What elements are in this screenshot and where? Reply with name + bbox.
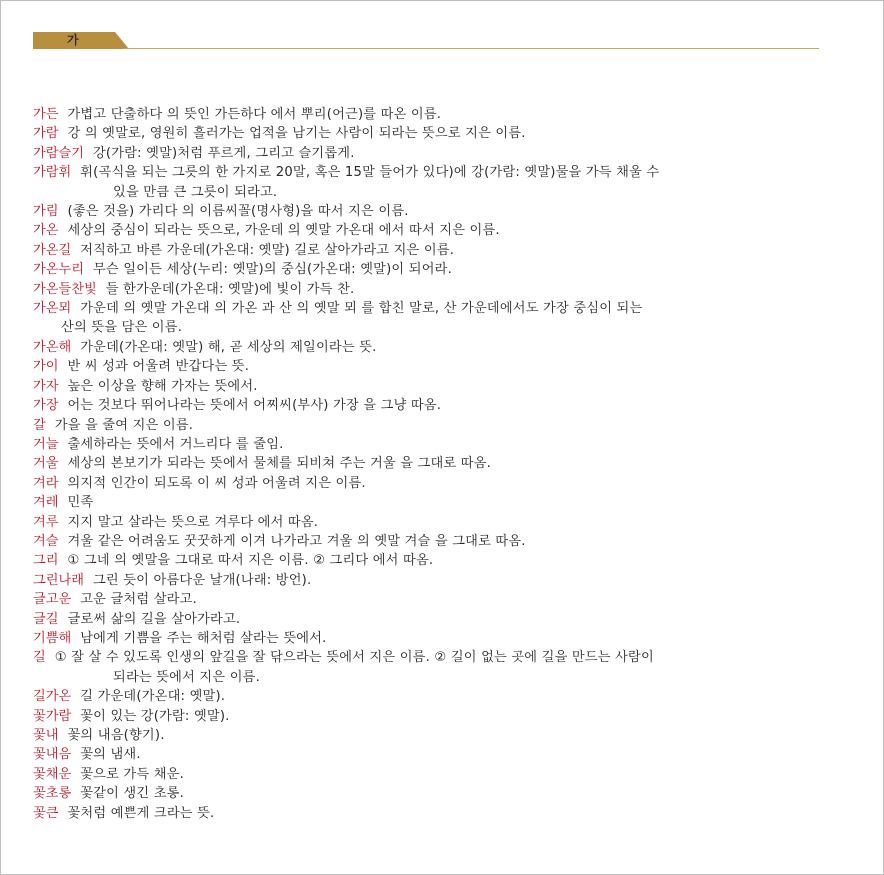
- list-item: [33, 745, 833, 764]
- list-item: [33, 144, 833, 163]
- list-item: [33, 610, 833, 629]
- entry-term: 거늘: [33, 436, 59, 452]
- list-item: [33, 629, 833, 648]
- entry-definition: 꽃같이 생긴 초롱.: [80, 786, 184, 802]
- entry-definition: 민족: [67, 495, 94, 511]
- entry-term: 길가온: [33, 689, 72, 705]
- entry-definition: 높은 이상을 향해 가자는 뜻에서.: [67, 378, 258, 394]
- entry-definition: 가운데 의 옛말 가온대 의 가온 과 산 의 옛말 뫼 를 합친 말로, 산 가운데에서도 가장 중심이 되는: [80, 301, 643, 317]
- list-item: [33, 551, 833, 570]
- list-item: [33, 532, 833, 551]
- list-item: [33, 396, 833, 415]
- entry-term: 꽃큰: [33, 805, 59, 821]
- name-list: [33, 105, 833, 823]
- entry-term: 가이: [33, 359, 59, 375]
- entry-term: 가자: [33, 378, 59, 394]
- entry-definition: 강(가람: 옛말)처럼 푸르게, 그리고 슬기롭게.: [92, 145, 355, 161]
- entry-definition: 가을 을 줄여 지은 이름.: [54, 417, 194, 433]
- entry-definition: 겨울 같은 어려움도 꿋꿋하게 이겨 나가라고 겨울 의 옛말 겨슬 을 그대로 따옴.: [67, 533, 526, 549]
- list-item: [33, 804, 833, 823]
- entry-term: 그린나래: [33, 572, 84, 588]
- entry-definition: 출세하라는 뜻에서 거느리다 를 줄임.: [67, 436, 284, 452]
- list-item: [33, 124, 833, 143]
- list-item: [33, 687, 833, 706]
- entry-term: 가람휘: [33, 165, 72, 181]
- entry-term: 가온뫼: [33, 301, 72, 317]
- entry-term: 꽃초롱: [33, 786, 72, 802]
- list-item: [33, 435, 833, 454]
- list-item: [33, 784, 833, 803]
- entry-term: 가람슬기: [33, 145, 84, 161]
- entry-term: 가온길: [33, 242, 72, 258]
- list-item: [33, 280, 833, 299]
- list-item: [33, 357, 833, 376]
- entry-definition: 반 씨 성과 어울려 반갑다는 뜻.: [67, 359, 250, 375]
- entry-term: 겨슬: [33, 533, 59, 549]
- entry-term: 가람: [33, 126, 59, 142]
- entry-definition: 세상의 본보기가 되라는 뜻에서 물체를 되비쳐 주는 거울 을 그대로 따옴.: [67, 456, 492, 472]
- entry-term: 가온들찬빛: [33, 281, 97, 297]
- list-item: [33, 726, 833, 745]
- list-item: [33, 221, 833, 240]
- entry-term: 꽃가람: [33, 708, 72, 724]
- list-item: [33, 163, 833, 202]
- entry-term: 겨레: [33, 495, 59, 511]
- entry-term: 꽃채운: [33, 766, 72, 782]
- entry-term: 겨루: [33, 514, 59, 530]
- entry-term: 가온: [33, 223, 59, 239]
- entry-definition: 꽃의 내음(향기).: [67, 728, 165, 743]
- list-item: [33, 105, 833, 124]
- entry-term: 기쁨해: [33, 630, 72, 646]
- entry-definition: 고운 글처럼 살라고.: [80, 592, 197, 608]
- entry-definition: 세상의 중심이 되라는 뜻으로, 가운데 의 옛말 가온대 에서 따서 지은 이름.: [67, 223, 500, 239]
- list-item: [33, 648, 833, 687]
- entry-definition: 남에게 기쁨을 주는 해처럼 살라는 뜻에서.: [80, 630, 327, 646]
- entry-term: 길: [33, 650, 46, 666]
- entry-definition-continued: 되라는 뜻에서 지은 이름.: [113, 669, 260, 685]
- entry-term: 거울: [33, 456, 59, 472]
- list-item: [33, 590, 833, 609]
- entry-definition: 저직하고 바른 가운데(가온대: 옛말) 길로 살아가라고 지은 이름.: [80, 242, 455, 258]
- entry-definition: 꽃이 있는 강(가람: 옛말).: [80, 708, 230, 724]
- header-rule: [123, 48, 819, 49]
- entry-term: 가온누리: [33, 262, 84, 278]
- list-item: [33, 493, 833, 512]
- entry-term: 글길: [33, 611, 59, 627]
- entry-term: 가든: [33, 107, 59, 122]
- list-item: [33, 202, 833, 221]
- entry-definition: 휘(곡식을 되는 그릇의 한 가지로 20말, 혹은 15말 들어가 있다)에 강(가람: 옛말)물을 가득 채울 수: [80, 165, 660, 181]
- entry-term: 꽃내: [33, 728, 59, 743]
- list-item: [33, 299, 833, 338]
- entry-definition: 지지 말고 살라는 뜻으로 겨루다 에서 따옴.: [67, 514, 319, 530]
- entry-definition-continued: 산의 뜻을 담은 이름.: [61, 320, 183, 336]
- entry-definition: 의지적 인간이 되도록 이 씨 성과 어울려 지은 이름.: [67, 475, 366, 491]
- list-item: [33, 707, 833, 726]
- list-item: [33, 474, 833, 493]
- list-item: [33, 377, 833, 396]
- entry-term: 글고운: [33, 592, 72, 608]
- entry-definition: 꽃의 냄새.: [80, 747, 141, 763]
- entry-term: 가림: [33, 204, 59, 220]
- list-item: [33, 571, 833, 590]
- entry-definition: ① 잘 살 수 있도록 인생의 앞길을 잘 닦으라는 뜻에서 지은 이름. ② 길이 없는 곳에 길을 만드는 사람이: [54, 650, 654, 666]
- entry-definition: 강 의 옛말로, 영원히 흘러가는 업적을 남기는 사람이 되라는 뜻으로 지은 이름.: [67, 126, 526, 142]
- list-item: [33, 513, 833, 532]
- entry-term: 꽃내음: [33, 747, 72, 763]
- entry-definition-continued: 있을 만큼 큰 그릇이 되라고.: [113, 184, 278, 200]
- entry-definition: 글로써 삶의 길을 살아가라고.: [67, 611, 241, 627]
- entry-definition: 그린 듯이 아름다운 날개(나래: 방언).: [92, 572, 312, 588]
- entry-definition: (좋은 것을) 가리다 의 이름씨꼴(명사형)을 따서 지은 이름.: [67, 204, 409, 220]
- section-tab-label: 가: [67, 33, 79, 47]
- section-tab: [33, 32, 129, 49]
- entry-definition: 가운데(가온대: 옛말) 해, 곧 세상의 제일이라는 뜻.: [80, 339, 377, 355]
- entry-definition: 꽃처럼 예쁜게 크라는 뜻.: [67, 805, 215, 821]
- list-item: [33, 765, 833, 784]
- list-item: [33, 454, 833, 473]
- entry-definition: 길 가운데(가온대: 옛말).: [80, 689, 226, 705]
- list-item: [33, 338, 833, 357]
- entry-term: 겨라: [33, 475, 59, 491]
- list-item: [33, 416, 833, 435]
- entry-term: 가온해: [33, 339, 72, 355]
- entry-term: 가장: [33, 398, 59, 414]
- entry-definition: ① 그네 의 옛말을 그대로 따서 지은 이름. ② 그리다 에서 따옴.: [67, 553, 434, 569]
- section-header: [33, 32, 819, 50]
- list-item: [33, 241, 833, 260]
- entry-definition: 가볍고 단출하다 의 뜻인 가든하다 에서 뿌리(어근)를 따온 이름.: [67, 107, 442, 122]
- entry-definition: 무슨 일이든 세상(누리: 옛말)의 중심(가온대: 옛말)이 되어라.: [92, 262, 452, 278]
- list-item: [33, 260, 833, 279]
- entry-term: 그리: [33, 553, 59, 569]
- entry-definition: 들 한가운데(가온대: 옛말)에 빛이 가득 찬.: [105, 281, 355, 297]
- entry-definition: 어는 것보다 뛰어나라는 뜻에서 어찌씨(부사) 가장 을 그냥 따옴.: [67, 398, 442, 414]
- entry-term: 갈: [33, 417, 46, 433]
- entry-definition: 꽃으로 가득 채운.: [80, 766, 184, 782]
